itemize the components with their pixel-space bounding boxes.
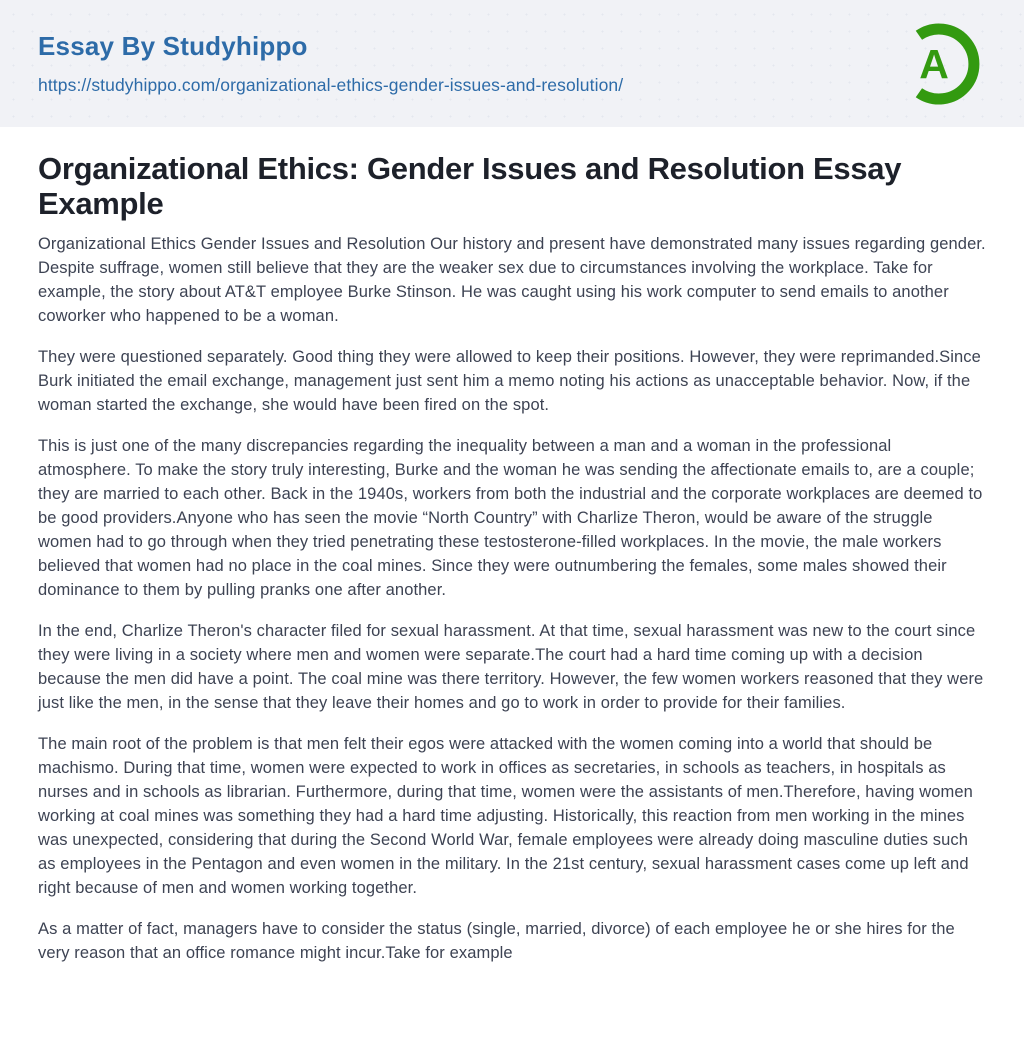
header-text-block bbox=[38, 31, 623, 96]
page-url-link[interactable]: https://studyhippo.com/organizational-ethics-gender-issues-and-resolution/ bbox=[38, 75, 624, 95]
page-header bbox=[0, 0, 1024, 127]
studyhippo-logo-icon bbox=[894, 19, 984, 109]
logo-ring-icon bbox=[894, 19, 984, 109]
article-paragraph-6: As a matter of fact, managers have to consider the status (single, married, divorce) of each employee he or she hires for the very reason that an office romance might incur.Take for example bbox=[38, 920, 955, 962]
article-paragraph-1: Organizational Ethics Gender Issues and Resolution Our history and present have demonstrated many issues regarding gender. Despite suffrage, women still believe that they are the weaker sex due to circumstances involving the workplace. Take for example, the story about AT&T employee Burke Stinson. He was caught using his work computer to send emails to another coworker who happened to be a woman. bbox=[38, 235, 986, 325]
site-title-link[interactable]: Essay By Studyhippo bbox=[38, 31, 308, 61]
article-paragraph-4: In the end, Charlize Theron's character filed for sexual harassment. At that time, sexual harassment was new to the court since they were living in a society where men and women were separate.The court had a hard time coming up with a decision because the men did have a point. The coal mine was there territory. However, the few women workers reasoned that they were just like the men, in the sense that they leave their homes and go to work in order to provide for their families. bbox=[38, 622, 984, 712]
article-paragraph-5: The main root of the problem is that men felt their egos were attacked with the women coming into a world that should be machismo. During that time, women were expected to work in offices as secretaries, in schools as teachers, in hospitals as nurses and in schools as librarian. Furthermore, during that time, women were the assistants of men.Therefore, having women working at coal mines was something they had a hard time adjusting. Historically, this reaction from men working in the mines was unexpected, considering that during the Second World War, female employees were already doing masculine duties such as employees in the Pentagon and even women in the military. In the 21st century, sexual harassment cases come up left and right because of men and women working together. bbox=[38, 735, 973, 897]
article-paragraph-3: This is just one of the many discrepancies regarding the inequality between a man and a woman in the professional atmosphere. To make the story truly interesting, Burke and the woman he was sending the affectionate emails to, are a couple; they are married to each other. Back in the 1940s, workers from both the industrial and the corporate workplaces are deemed to be good providers.Anyone who has seen the movie “North Country” with Charlize Theron, would be aware of the struggle women had to go through when they tried penetrating these testosterone-filled workplaces. In the movie, the male workers believed that women had no place in the coal mines. Since they were outnumbering the females, some males showed their dominance to them by pulling pranks one after another. bbox=[38, 437, 983, 599]
article-body bbox=[38, 232, 986, 965]
article-title: Organizational Ethics: Gender Issues and Resolution Essay Example bbox=[38, 151, 902, 221]
logo-letter: A bbox=[919, 40, 949, 87]
article bbox=[0, 127, 1024, 965]
article-paragraph-2: They were questioned separately. Good thing they were allowed to keep their positions. However, they were reprimanded.Since Burk initiated the email exchange, management just sent him a memo noting his actions as unacceptable behavior. Now, if the woman started the exchange, she would have been fired on the spot. bbox=[38, 348, 981, 414]
